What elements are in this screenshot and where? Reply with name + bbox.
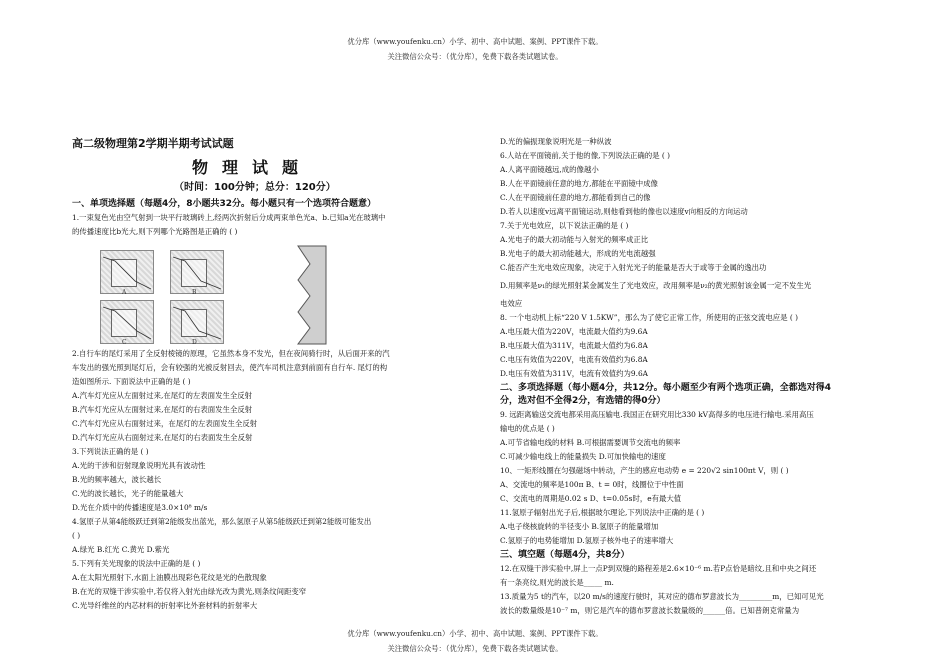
- q9-options-ab: A.可节省输电线的材料 B.可根据需要调节交流电的频率: [500, 438, 681, 447]
- time-and-score: （时间：100分钟；总分：120分）: [174, 182, 336, 193]
- q1-figure-d-label: D: [192, 339, 197, 346]
- page-header-line1: 优分库（www.youfenku.cn）小学、初中、高中试题、案例、PPT课件下载。: [347, 37, 603, 46]
- q7-option-a: A.光电子的最大初动能与入射光的频率成正比: [500, 235, 649, 244]
- right-column: [500, 0, 900, 665]
- q1-figure-b: [170, 250, 224, 294]
- q11-options-cd: C.氢原子的电势能增加 D.氢原子核外电子的速率增大: [500, 536, 674, 545]
- q8-stem: 8. 一个电动机上标“220 V 1.5KW”，那么为了使它正常工作，所使用的正弦交流电应是 ( ): [500, 313, 799, 322]
- q1-line2: 的传播速度比b光大,则下列哪个光路图是正确的 ( ): [72, 227, 238, 236]
- q3-option-d: D.光在介质中的传播速度是3.0×10⁸ m/s: [72, 503, 208, 512]
- q5-option-a: A.在太阳光照射下,水面上油膜出现彩色花纹是光的色散现象: [72, 573, 267, 582]
- page-header-line2: 关注微信公众号：（优分库），免费下载各类试题试卷。: [387, 52, 563, 61]
- exam-title: 高二级物理第2学期半期考试试题: [72, 137, 234, 150]
- q1-figure-d: [170, 300, 224, 344]
- q9-stem: 9. 远距离输送交流电都采用高压输电.我国正在研究用比330 kV高得多的电压进行输电.采用高压: [500, 410, 814, 419]
- q2-option-d: D.汽车灯光应从右面射过来,在尾灯的右表面发生全反射: [72, 433, 253, 442]
- q2-line3: 造如图所示. 下面说法中正确的是 ( ): [72, 377, 191, 386]
- q2-option-b: B.汽车灯光应从左面射过来,在尾灯的右表面发生全反射: [72, 405, 253, 414]
- q4-bracket: ( ): [72, 531, 81, 540]
- q4-stem: 4.氢原子从第4能级跃迁到第2能级发出蓝光，那么氢原子从第5能级跃迁到第2能级可能发出: [72, 517, 372, 526]
- q2-line2: 车发出的强光照到尾灯后，会有较强的光被反射回去，使汽车司机注意到前面有自行车. 尾灯的构: [72, 363, 388, 372]
- q10-options-ab: A、交流电的频率是100π B、t = 0时，线圈位于中性面: [500, 480, 684, 489]
- q6-option-d: D.若人以速度v远离平面镜运动,则他看到他的像也以速度v向相反的方向运动: [500, 207, 748, 216]
- left-column: [72, 0, 482, 665]
- page-footer-line2: 关注微信公众号：（优分库），免费下载各类试题试卷。: [387, 644, 563, 653]
- section-single-choice: 一、单项选择题（每题4分，8小题共32分。每小题只有一个选项符合题意）: [72, 199, 377, 209]
- q11-stem: 11.氢原子辐射出光子后,根据玻尔理论,下列说法中正确的是 ( ): [500, 508, 705, 517]
- q9-options-cd: C.可减少输电线上的能量损失 D.可加快输电的速度: [500, 452, 666, 461]
- q7-option-c: C.能否产生光电效应现象，决定于入射光光子的能量是否大于或等于金属的逸出功: [500, 263, 767, 272]
- page-footer-line1: 优分库（www.youfenku.cn）小学、初中、高中试题、案例、PPT课件下载。: [347, 629, 603, 638]
- q3-option-b: B.光的频率越大，波长越长: [72, 475, 162, 484]
- q5-option-d: D.光的偏振现象说明光是一种纵波: [500, 137, 612, 146]
- q7-option-b: B.光电子的最大初动能越大，形成的光电流越强: [500, 249, 656, 258]
- q1-figure-c: [100, 300, 154, 344]
- q2-option-a: A.汽车灯光应从左面射过来,在尾灯的左表面发生全反射: [72, 391, 253, 400]
- q8-option-a: A.电压最大值为220V，电流最大值约为9.6A: [500, 327, 648, 336]
- q8-option-b: B.电压最大值为311V，电流最大值约为6.8A: [500, 341, 648, 350]
- q3-option-a: A.光的干涉和衍射现象说明光具有波动性: [72, 461, 206, 470]
- q6-option-a: A.人离平面镜越远,成的像越小: [500, 165, 599, 174]
- q10-options-cd: C、交流电的周期是0.02 s D、t=0.05s时，e有最大值: [500, 494, 682, 503]
- section-multi-choice: 二、多项选择题（每小题4分，共12分。每小题至少有两个选项正确，全都选对得4: [500, 383, 832, 393]
- q8-option-c: C.电压有效值为220V，电流有效值约为6.8A: [500, 355, 648, 364]
- q12-stem-cont: 有一条亮纹,则光的波长是_____ m.: [500, 578, 614, 587]
- q13-stem-cont: 波长的数量级是10⁻⁷ m，则它是汽车的德布罗意波长数量级的______倍。已知普朗克常量为: [500, 606, 800, 615]
- q3-stem: 3.下列说法正确的是 ( ): [72, 447, 149, 456]
- q13-stem: 13.质量为5 t的汽车，以20 m/s的速度行驶时，其对应的德布罗意波长为_________m，已知可见光: [500, 592, 824, 601]
- q7-option-d: D.用频率是ν₁的绿光照射某金属发生了光电效应，改用频率是ν₂的黄光照射该金属一定不发生光: [500, 281, 812, 290]
- q1-figure-b-label: B: [192, 289, 197, 296]
- q6-stem: 6.人站在平面镜前,关于他的像,下列说法正确的是 ( ): [500, 151, 671, 160]
- q4-options: A.绿光 B.红光 C.黄光 D.紫光: [72, 545, 170, 554]
- q1-figure-c-label: C: [122, 339, 127, 346]
- q3-option-c: C.光的波长越长，光子的能量越大: [72, 489, 184, 498]
- q10-stem: 10、一矩形线圈在匀强磁场中转动，产生的感应电动势 e = 220√2 sin100πt V，则 ( ): [500, 466, 789, 475]
- q5-option-c: C.光导纤维丝的内芯材料的折射率比外套材料的折射率大: [72, 601, 258, 610]
- q1-figure-a-label: A: [122, 289, 127, 296]
- q7-option-d-cont: 电效应: [500, 299, 523, 308]
- q9-stem-cont: 输电的优点是 ( ): [500, 424, 555, 433]
- q2-option-c: C.汽车灯光应从右面射过来，在尾灯的左表面发生全反射: [72, 419, 258, 428]
- q1-figure-a: [100, 250, 154, 294]
- q1-line1: 1.一束复色光由空气射到一块平行玻璃砖上,经两次折射后分成两束单色光a、b.已知a光在玻璃中: [72, 213, 386, 222]
- section-fill-blank: 三、填空题（每题4分，共8分）: [500, 550, 630, 560]
- q2-line1: 2.自行车的尾灯采用了全反射棱镜的原理，它虽然本身不发光，但在夜间骑行时，从后面开来的汽: [72, 349, 390, 358]
- section-multi-choice-cont: 分，选对但不全得2分，有选错的得0分）: [500, 396, 666, 406]
- q8-option-d: D.电压有效值为311V，电流有效值约为9.6A: [500, 369, 649, 378]
- q5-stem: 5.下列有关光现象的说法中正确的是 ( ): [72, 559, 201, 568]
- q7-stem: 7.关于光电效应，以下说法正确的是 ( ): [500, 221, 629, 230]
- q5-option-b: B.在光的双缝干涉实验中,若仅将入射光由绿光改为黄光,则条纹间距变窄: [72, 587, 307, 596]
- q12-stem: 12.在双缝干涉实验中,屏上一点P到双缝的路程差是2.6×10⁻⁶ m.若P点恰是暗纹,且和中央之间还: [500, 564, 817, 573]
- q6-option-b: B.人在平面镜前任意的地方,都能在平面镜中成像: [500, 179, 658, 188]
- tail-light-figure: [296, 244, 328, 346]
- paper-title: 物理试题: [192, 158, 313, 177]
- q11-options-ab: A.电子绕核旋转的半径变小 B.氢原子的能量增加: [500, 522, 659, 531]
- q6-option-c: C.人在平面镜前任意的地方,都能看到自己的像: [500, 193, 651, 202]
